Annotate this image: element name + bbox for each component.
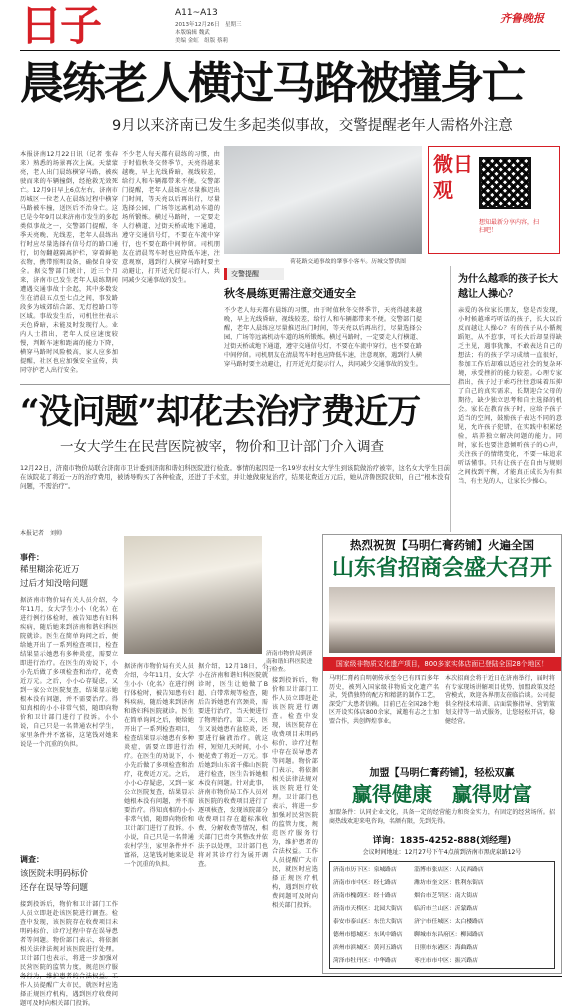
ad-address-line: 菏泽市牡丹区：中华路店 枣庄市市中区：振兴路店 [333, 958, 478, 964]
top-subhead: 9月以来济南已发生多起类似事故，交警提醒老年人需格外注意 [112, 118, 513, 134]
top-body-col-2: 不少老人每天都有晨练的习惯，由于时值秋冬交替季节，天亮得越来越晚，早上光线昏暗，视线较差，给行人和车辆都带来不便。交警部门提醒，老年人晨练应尽量推迟出门时间，等天亮以后再出行，尽量选择公园、广场等远离机动车道的场所锻炼。横过马路时，一定要走人行横道、过街天桥或地下通道，遵守交通信号灯，不要在车流中穿行，也不要在路中间停留。司机朋友在清晨驾车时也应降低车速，注意观察，遇到行人横穿马路时要主动避让，打开近光灯提示行人，共同减少交通事故的发生。 [122, 151, 220, 284]
newspaper-logo: 日子 [20, 1, 101, 50]
right-col-title: 为什么越乖的孩子长大越让人操心？ [458, 274, 558, 300]
footer-rule [20, 976, 562, 977]
side-tag: 交警提醒 [224, 268, 284, 280]
editor-line-2: 美编 金虹 组版 蔡莉 [175, 38, 228, 44]
ad-address-line: 济南市市中区：经七路店 潍坊市奎文区：胜利东街店 [333, 880, 484, 886]
hospital-photo [124, 536, 262, 654]
mid-body-col-2: 据介绍，12月18日，小小在济南和谐妇科医院就诊时，医生让她做了B超、白带常规等检查，随后告诉她患有宫颈炎，需要进行治疗，当天便进行了物理治疗。第二天，医生又说她患有盆腔炎，还要进行输液治疗。就这样，短短几天时间，小小便花费了将近一万元。事后她到山东省千佛山医院进行检查，医生告诉她根本没有问题。针对此事，济南市物价局工作人员对该医院的收费项目进行了逐项核查，发现该院部分收费项目存在超标准收费、分解收费等情况，相关部门已责令其整改并依法予以处理，卫计部门也将对其诊疗行为展开调查。 [198, 663, 268, 868]
ad-details: 加盟条件：认同企业文化，具备一定的经营能力和资金实力，有固定的经营场所。招商热线欢迎来电咨询，名额有限，先到先得。 [329, 809, 555, 825]
section2-body: 接到投诉后，物价和卫计部门工作人员立即赶赴该医院进行调查。检查中发现，该医院存在收费项目未明码标价、诊疗过程中存在误导患者等问题。物价部门表示，将依据相关法律法规对该医院进行处理。卫计部门也表示，将进一步加强对民营医院的监管力度，规范医疗服 作人员提醒广大市民，就医时应选择正规医疗机构，遇到医疗收费问题可及时向相关部门投诉。 [20, 901, 118, 1007]
ad-photo [329, 587, 555, 653]
page-range: A11~A13 [175, 8, 218, 18]
header-rule [20, 50, 560, 51]
ad-address-line: 济南市槐荫区：经十路店 烟台市芝罘区：南大街店 [333, 893, 478, 899]
top-body-col-1: 本报济南12月22日讯（记者 张春来）熟悉的场景再次上演。天蒙蒙亮，老人出门晨练横穿马路，被疾驶而来的车辆撞倒，经抢救无效死亡。12月9日早上6点左右，济南市历城区一位老人在晨练过程中横穿马路被车撞，送医后不治身亡。这已是今年9月以来济南市发生的多起类似事故之一，交警部门提醒，冬季天亮晚、光线差，老年人晨练出行时应尽量选择有信号灯的路口通行，切勿翻越隔离护栏，穿着鲜艳衣物，携带照明设备，确保自身安全。据交警部门统计，近三个月来，济南市已发生老年人晨练期间遭遇交通事故十余起，其中多数发生在清晨五点至七点之间，事发路段多为城郊结合部、无灯控路口等区域。事故发生后，司机往往表示天色昏暗，未能及时发现行人。业内人士指出，老年人反应速度较慢，判断车速和距离的能力下降，横穿马路时风险极高，家人应多加提醒，社区也应加强安全宣传，共同守护老人出行安全。 [20, 151, 118, 374]
ad-address-line: 滨州市滨城区：黄河五路店 日照市东港区：海曲路店 [333, 945, 478, 951]
ad-body-left: 马明仁膏药自明朝传承至今已有四百多年历史，被列入国家级非物质文化遗产名录，凭借独特的配方和精湛的制作工艺，深受广大患者信赖。目前已在全国28个地区开设实体店800余家，诚邀有志之士加盟合作，共创辉煌事业。 [329, 675, 439, 725]
wechat-promo-box [428, 146, 560, 254]
section-divider [20, 384, 450, 385]
mid-subhead: 一女大学生在民营医院被宰，物价和卫计部门介入调查 [60, 439, 384, 455]
section1-label: 事件： [20, 553, 44, 562]
ad-footer: 会议时间地址：12月27号下午4点前到济南市黑虎泉路12号 [362, 849, 522, 856]
mid-body-col-1: 据济南市物价局有关人员介绍，今年11月，女大学生小小（化名）在进行例行体检时，被告知患有妇科疾病，随后她来到济南和谐妇科医院就诊。医生在简单询问之后，便给她开出了一系列检查项目，检查结果显示她患有多种炎症，需要立即进行治疗。在医生的劝说下，小小先后做了多项检查和治疗，花费近万元。之后，小小心存疑虑，又到一家公立医院复查，结果显示她根本没有问题，并不需要治疗。得知真相的小小非常气愤，随即向物价和卫计部门进行了投诉。小小说，自己只是一名普通农村学生，家里条件并不富裕，这笔钱对她来说是一个沉重的负担。 [124, 663, 194, 868]
sub-story-body: 不少老人每天都有晨练的习惯，由于时值秋冬交替季节，天亮得越来越晚，早上光线昏暗，视线较差，给行人和车辆都带来不便。交警部门提醒，老年人晨练应尽量推迟出门时间，等天亮以后再出行，尽量选择公园、广场等远离机动车道的场所锻炼。横过马路时，一定要走人行横道、过街天桥或地下通道，遵守交通信号灯，不要在车流中穿行，也不要在路中间停留。司机朋友在清晨驾车时也应降低车速，注意观察，遇到行人横穿马路时要主动避让，打开近光灯提示行人，共同减少交通事故的发生。 [224, 307, 422, 368]
section2-subtitle: 还存在误导等问题 [20, 883, 89, 893]
mid-lead: 12月22日，济南市物价局联合济南市卫计委到济南和谐妇科医院进行检查。事情的起因是一名19岁农村女大学生到该院做治疗被宰，这名女大学生目前在该院花了将近一万的治疗费用，被诱导购买了各种检查，还进了手术室，并让她做康复治疗，结果花费近万元后，她从济鲁医院获知，自己“根本没有问题，不需治疗”。 [20, 464, 450, 490]
brand-logo: 齐鲁晚报 [500, 12, 544, 25]
mid-byline: 本报记者 刘帅 [20, 530, 63, 537]
ad-address-line: 济南市历下区：泉城路店 淄博市张店区：人民西路店 [333, 867, 484, 873]
section2-title: 该医院未明码标价 [20, 869, 89, 879]
right-col-divider [450, 266, 451, 532]
ad-address-list [329, 861, 555, 969]
section1-title: 稀里糊涂花近万 [20, 565, 80, 575]
advertisement [322, 534, 562, 974]
section1-body: 据济南市物价局有关人员介绍，今年11月，女大学生小小（化名）在进行例行体检时，被告知患有妇科疾病，随后她来到济南和谐妇科医院就诊。医生在简单询问之后，便给她开出了一系列检查项目，检查结果显示她患有多种炎症，需要立即进行治疗。在医生的劝说下，小小先后做了多项检查和治疗，花费近万元。之后，小小心存疑虑，又到一家公立医院复查，结果显示她根本没有问题，并不需要治疗。得知真相的小小非常气愤，随即向物价和卫计部门进行了投诉。小小说，自己只是一名普通农村学生，家里条件并不富裕，这笔钱对她来说是一个沉重的负担。 [20, 597, 118, 748]
accident-photo-caption: 荷花路交通事故的肇事小客车。历城交警供图 [290, 259, 406, 265]
date-line: 2013年12月26日 星期三 [175, 22, 242, 28]
ad-slogan-small: 加盟【马明仁膏药铺】，轻松双赢 [369, 768, 515, 779]
right-col-body: 亲爱的各位家长朋友，您是否发现，小时候越乖巧听话的孩子，长大以后反而越让人操心？有的孩子从小循规蹈矩，从不惹事，可长大后却显得缺乏主见，遇事犹豫，不敢表达自己的想法；有的孩子学习成绩一直很好，参加工作后却难以适应社会的复杂环境，承受挫折的能力较差。心理专家指出，孩子过于乖巧往往意味着压抑了自己的真实需求，长期迎合父母的期待，缺少独立思考和自主选择的机会。家长在教育孩子时，应给予孩子适当的空间，鼓励孩子表达不同的意见，允许孩子犯错，在实践中积累经验，培养独立解决问题的能力。同时，家长也要注意倾听孩子的心声，关注孩子的情绪变化，不要一味追求听话懂事。只有让孩子在自由与规则之间找到平衡，才能真正成长为有担当、有主见的人，让家长少操心。 [458, 307, 562, 485]
ad-slogan-big: 赢得健康 赢得财富 [352, 782, 532, 806]
ad-body-right: 本次招商会将于近日在济南举行，届时将有专家现场讲解项目优势、加盟政策及经营模式，欢迎各界朋友莅临洽谈。公司提供全程技术培训、店面装修指导、营销策划支持等一站式服务，让您轻松开店，稳健经营。 [445, 675, 555, 725]
ad-band: 国家级非物质文化遗产项目，800多家实体店面已登陆全国28个地区！ [323, 657, 561, 671]
ad-address-line: 济南市天桥区：北园大街店 临沂市兰山区：沂蒙路店 [333, 906, 478, 912]
ad-address-line: 泰安市泰山区：东岳大街店 济宁市任城区：太白楼路店 [333, 919, 484, 925]
ad-top-line: 热烈祝贺【马明仁膏药铺】火遍全国 [350, 538, 534, 552]
ad-phone: 详询：1835-4252-888(刘经理) [372, 836, 512, 846]
promo-title: 微日观 [433, 152, 473, 202]
accident-photo [224, 146, 422, 254]
section1-subtitle: 过后才知没啥问题 [20, 579, 89, 589]
top-headline: 晨练老人横过马路被撞身亡 [20, 58, 524, 109]
mid-headline: “没问题”却花去治疗费近万 [20, 392, 421, 432]
section2-label: 调查： [20, 855, 44, 864]
ad-big-title: 山东省招商会盛大召开 [331, 556, 552, 581]
mid-body-col-3: 接到投诉后，物价和卫计部门工作人员立即赶赴该医院进行调查。检查中发现，该医院存在收费项目未明码标价、诊疗过程中存在误导患者等问题。物价部门表示，将依据相关法律法规对该医院进行处理。卫计部门也表示，将进一步加强对民营医院的监管力度，规范医疗服务行为，维护患者的合法权益。工作人员提醒广大市民，就医时应选择正规医疗机构，遇到医疗收费问题可及时向相关部门投诉。 [272, 677, 318, 909]
hospital-photo-caption: 济南市物价局到济南和谐妇科医院进行检查。 [266, 651, 313, 673]
promo-scan-text: 想知最新分享内容，扫扫吧！ [479, 219, 540, 234]
sub-story-title: 秋冬晨练更需注意交通安全 [224, 287, 356, 300]
ad-address-line: 德州市德城区：东风中路店 聊城市东昌府区：柳园路店 [333, 932, 484, 938]
editor-line-1: 本版编辑 魏武 [175, 30, 210, 36]
qr-code-icon[interactable] [479, 157, 531, 209]
